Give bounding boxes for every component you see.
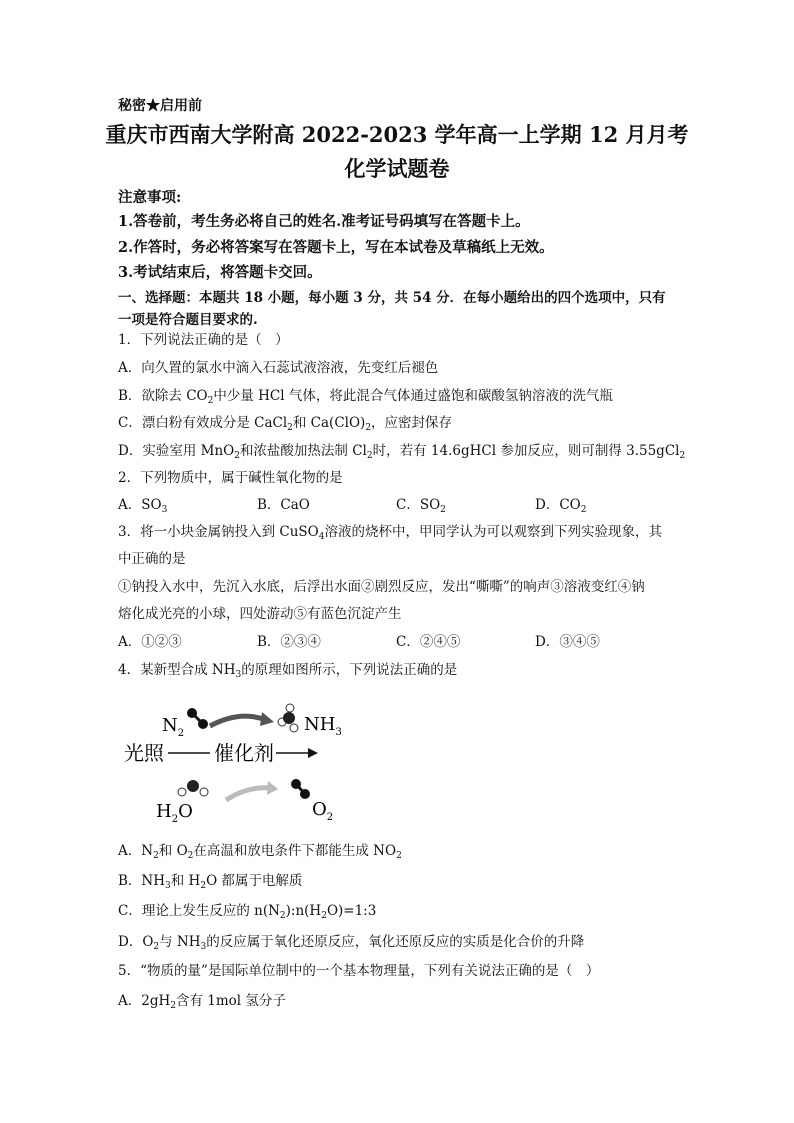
question-3-options (118, 632, 600, 652)
o2-molecule-icon (291, 779, 310, 799)
question-2-stem: 2．下列物质中，属于碱性氧化物的是 (118, 470, 343, 486)
confidential-mark: 秘密★启用前 (118, 98, 202, 114)
section-instructions-line1: 一、选择题：本题共 18 小题，每小题 3 分，共 54 分．在每小题给出的四个选项中，只有 (118, 290, 666, 306)
question-3-option-c: C．②④⑤ (396, 634, 461, 650)
h2o-molecule-icon (178, 780, 208, 796)
question-3-stem-line1: 3．将一小块金属钠投入到 CuSO$_4$溶液的烧杯中，甲同学认为可以观察到下列实验现象，其 (118, 524, 662, 542)
section-instructions-line2: 一项是符合题目要求的. (118, 312, 258, 328)
question-1-option-d: D．实验室用 MnO$_2$和浓盐酸加热法制 $Cl_2$时，若有 14.6gHCl 参加反应，则可制得 3.55gCl$_2$ (118, 443, 686, 461)
nh3-molecule-icon (278, 704, 298, 732)
n2-label: $N_2$ (162, 715, 185, 739)
question-4-option-d: D．$O_2$与 $NH_3$的反应属于氧化还原反应，氧化还原反应的实质是化合价的升降 (118, 934, 585, 952)
exam-subtitle: 化学试题卷 (344, 156, 450, 181)
question-1-option-a: A．向久置的氯水中滴入石蕊试液溶液，先变红后褪色 (118, 360, 439, 376)
nh3-synthesis-diagram (124, 700, 342, 830)
question-2-option-c: C．$SO_2$ (396, 497, 446, 515)
question-3-observations-line1: ①钠投入水中，先沉入水底，后浮出水面②剧烈反应，发出“嘶嘶”的响声③溶液变红④钠 (118, 579, 645, 595)
notice-item-3: 3.考试结束后，将答题卡交回。 (118, 264, 322, 281)
question-1-option-c: C．漂白粉有效成分是 CaCl$_2$和 $Ca(ClO)_2$，应密封保存 (118, 415, 453, 433)
catalyst-label: 催化剂 (214, 741, 274, 765)
notice-item-1: 1.答卷前，考生务必将自己的姓名.准考证号码填写在答题卡上。 (118, 213, 530, 230)
question-4-stem: 4．某新型合成 $NH_3$的原理如图所示，下列说法正确的是 (118, 662, 458, 680)
question-4-option-a: A．$N_2$和 $O_2$在高温和放电条件下都能生成 $NO_2$ (118, 843, 402, 861)
upper-curved-arrow-icon (210, 716, 266, 726)
question-3-stem-line2: 中正确的是 (118, 551, 186, 567)
question-1-stem: 1．下列说法正确的是（ ） (118, 332, 289, 348)
question-2-option-b: B．CaO (257, 497, 310, 513)
question-1-option-b: B．欲除去 $CO_2$中少量 HCl 气体，将此混合气体通过盛饱和碳酸氢钠溶液的洗气瓶 (118, 388, 613, 406)
question-4-option-b: B．$NH_3$和 $H_2O$ 都属于电解质 (118, 873, 303, 891)
nh3-label: $NH_3$ (304, 714, 342, 738)
question-5-stem: 5．“物质的量”是国际单位制中的一个基本物理量，下列有关说法正确的是（ ） (118, 963, 600, 979)
question-2-options (118, 495, 586, 515)
light-label: 光照 (124, 741, 164, 765)
exam-title: 重庆市西南大学附高 2022-2023 学年高一上学期 12 月月考 (105, 122, 689, 147)
notice-heading: 注意事项: (118, 189, 182, 206)
question-5-option-a: A．$2gH_2$含有 1mol 氢分子 (118, 993, 286, 1011)
n2-molecule-icon (187, 708, 208, 729)
question-2-option-d: D．$CO_2$ (535, 497, 587, 515)
reaction-arrow-icon (308, 748, 318, 758)
notice-item-2: 2.作答时，务必将答案写在答题卡上，写在本试卷及草稿纸上无效。 (118, 239, 554, 256)
o2-label: $O_2$ (312, 799, 334, 823)
lower-curved-arrow-icon (226, 788, 270, 800)
h2o-label: $H_2O$ (156, 801, 193, 825)
question-3-observations-line2: 熔化成光亮的小球，四处游动⑤有蓝色沉淀产生 (118, 606, 402, 622)
question-3-option-d: D．③④⑤ (535, 634, 600, 650)
question-3-option-b: B．②③④ (257, 634, 321, 650)
question-3-option-a: A．①②③ (118, 634, 182, 650)
question-4-option-c: C．理论上发生反应的 $n(N_2):n(H_2O)=1:3$ (118, 903, 377, 921)
question-2-option-a: A．$SO_3$ (118, 497, 168, 515)
